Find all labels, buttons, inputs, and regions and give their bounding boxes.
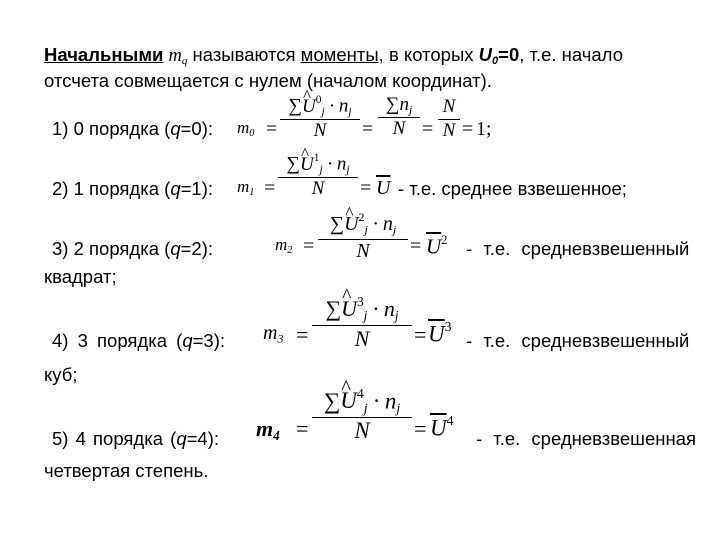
- eq-5: =: [296, 416, 309, 441]
- item-1-label: 1) 0 порядка (q=0):: [52, 118, 214, 139]
- eq-2: =: [264, 177, 276, 199]
- eq-3: =: [303, 235, 315, 257]
- item-3-fraction: ∑^ $U^2j$ · nj N: [318, 210, 408, 263]
- eq-1: =: [266, 118, 278, 140]
- verb: называются: [192, 44, 296, 65]
- item-2-fraction: ∑^ $U^1j$ · nj N: [278, 152, 358, 200]
- item-3-result: $\overline{U}^2$: [426, 233, 448, 259]
- item-2-m: m1: [237, 177, 255, 199]
- item-3-cont: квадрат;: [44, 266, 117, 287]
- condition: $U_0=0$: [478, 44, 520, 67]
- item-4-m: m3: [263, 322, 284, 346]
- tail-text: , т.е. начало: [519, 44, 623, 65]
- intro-line-2: отсчета совмещается с нулем (началом координат).: [44, 70, 492, 91]
- item-4-fraction: ∑^ $U^3j$ · nj N: [312, 294, 412, 352]
- moments-word: моменты,: [300, 44, 384, 65]
- item-1-fraction-2: ∑nj N: [378, 94, 420, 140]
- item-1-result: 1;: [476, 118, 492, 140]
- item-4-result: $\overline{U}^3$: [428, 319, 452, 347]
- item-1-fraction: ∑^ $U^0j$ · nj N: [280, 94, 360, 142]
- item-5-note: - т.е. средневзвешенная: [476, 428, 697, 449]
- eq-2b: =: [360, 177, 372, 199]
- eq-3b: =: [410, 235, 422, 257]
- item-4-cont: куб;: [44, 364, 78, 385]
- intro-line-1: [44, 44, 623, 67]
- item-2-note: - т.е. среднее взвешенное;: [398, 178, 627, 199]
- item-5-m: m4: [256, 416, 280, 443]
- eq-5b: =: [414, 416, 427, 441]
- item-5-result: $\overline{U}^4$: [430, 413, 454, 441]
- eq-4b: =: [414, 322, 427, 347]
- item-1-fraction-3: N N: [438, 96, 460, 142]
- eq-1c: =: [422, 118, 434, 140]
- item-3-note: - т.е. средневзвешенный: [466, 238, 690, 259]
- term-initial: Начальными: [44, 44, 164, 65]
- item-2-label: 2) 1 порядка (q=1):: [52, 178, 214, 199]
- symbol-m: $m_q$: [168, 46, 188, 67]
- which-text: в которых: [388, 44, 474, 65]
- eq-1d: =: [462, 118, 474, 140]
- eq-1b: =: [362, 118, 374, 140]
- eq-4: =: [296, 322, 309, 347]
- item-4-label: 4) 3 порядка (q=3):: [52, 330, 226, 351]
- item-4-note: - т.е. средневзвешенный: [466, 330, 690, 351]
- item-3-m: m2: [275, 235, 293, 257]
- item-5-fraction: ∑^ $U^4j$ · nj N: [312, 386, 412, 444]
- item-3-label: 3) 2 порядка (q=2):: [52, 238, 214, 259]
- item-5-cont: четвертая степень.: [44, 460, 209, 481]
- item-5-label: 5) 4 порядка (q=4):: [52, 428, 220, 449]
- item-1-m: m0: [237, 118, 255, 140]
- item-2-result: $\overline{U}$: [376, 177, 391, 199]
